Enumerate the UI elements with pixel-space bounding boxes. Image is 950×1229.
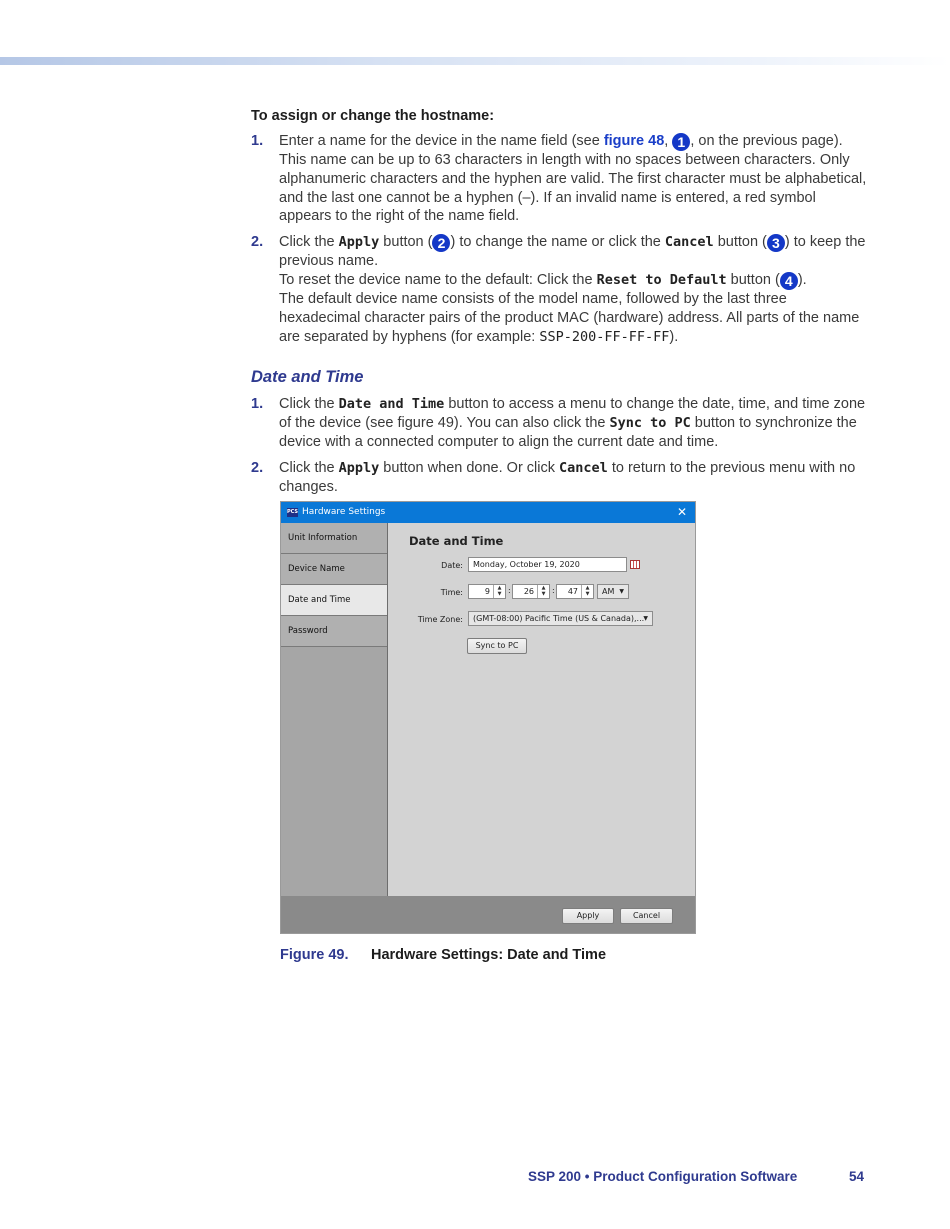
hour-value: 9 bbox=[484, 587, 490, 596]
step-number: 2. bbox=[251, 234, 264, 251]
settings-sidebar bbox=[281, 523, 388, 896]
spinner-arrows-icon[interactable]: ▲ ▼ bbox=[493, 585, 505, 598]
time-separator: : bbox=[552, 586, 555, 595]
datetime-step-2: 2. Click the Apply button when done. Or click Cancel to return to the previous menu with no changes. bbox=[251, 459, 856, 495]
timezone-select[interactable] bbox=[468, 611, 653, 626]
step-number: 1. bbox=[251, 396, 264, 413]
callout-2: 2 bbox=[432, 234, 450, 252]
calendar-icon[interactable] bbox=[630, 560, 640, 569]
cancel-code: Cancel bbox=[559, 459, 608, 476]
window-title: Hardware Settings bbox=[302, 507, 386, 517]
time-label: Time: bbox=[440, 588, 463, 597]
figure-caption bbox=[280, 947, 607, 963]
sidebar-item-device-name[interactable]: Device Name bbox=[281, 554, 387, 585]
date-field[interactable]: Monday, October 19, 2020 bbox=[468, 557, 627, 572]
sidebar-item-date-and-time[interactable]: Date and Time bbox=[281, 585, 387, 616]
date-time-pane bbox=[388, 523, 695, 896]
procedure-heading: To assign or change the hostname: bbox=[251, 108, 495, 124]
sync-to-pc-code: Sync to PC bbox=[609, 415, 691, 432]
chevron-down-icon: ▼ bbox=[619, 588, 624, 595]
callout-3: 3 bbox=[767, 234, 785, 252]
sidebar-item-password[interactable]: Password bbox=[281, 616, 387, 647]
time-separator: : bbox=[508, 586, 511, 595]
second-value: 47 bbox=[567, 587, 578, 596]
step-number: 2. bbox=[251, 459, 264, 476]
second-spinner[interactable] bbox=[556, 584, 594, 599]
timezone-label: Time Zone: bbox=[417, 615, 463, 624]
hostname-step-2: 2. Click the Apply button ( 2 ) to change the name or click the Cancel button ( 3 ) to keep the previous name. To reset the device name to the default: Click the Reset to Default button ( 4 ). The default device name consists of the model name, followed by the last three hexadecimal character pairs of the product MAC (hardware) address. All parts of the name are separated by hyphens (for example: SSP-200-FF-FF-FF). bbox=[251, 234, 866, 345]
chevron-down-icon: ▼ bbox=[643, 615, 648, 622]
minute-spinner[interactable] bbox=[512, 584, 550, 599]
reset-to-default-code: Reset to Default bbox=[596, 271, 727, 288]
minute-value: 26 bbox=[523, 587, 534, 596]
date-label: Date: bbox=[441, 561, 463, 570]
callout-1: 1 bbox=[672, 133, 690, 151]
window-titlebar bbox=[281, 502, 695, 523]
hardware-settings-window bbox=[280, 501, 696, 934]
datetime-step-1: 1. Click the Date and Time button to access a menu to change the date, time, and time zone of the device (see figure 49). You can also click the Sync to PC button to synchronize the device with a connected computer to align the current date and time. bbox=[251, 396, 866, 450]
pane-title: Date and Time bbox=[409, 534, 504, 548]
ampm-select[interactable] bbox=[597, 584, 629, 599]
apply-code: Apply bbox=[338, 459, 380, 476]
window-footer-bar bbox=[281, 896, 695, 933]
figure-title: Hardware Settings: Date and Time bbox=[371, 947, 607, 963]
app-icon: PCS bbox=[287, 509, 299, 515]
spinner-arrows-icon[interactable]: ▲ ▼ bbox=[581, 585, 593, 598]
step-number: 1. bbox=[251, 133, 264, 149]
header-gradient-bar bbox=[0, 57, 950, 65]
hostname-steps bbox=[251, 132, 871, 346]
figure-48-link[interactable]: figure 48 bbox=[603, 133, 665, 149]
apply-code: Apply bbox=[338, 234, 380, 251]
hostname-step-1: 1. Enter a name for the device in the name field (see figure 48, 1 , on the previous page). This name can be up to 63 characters in length with no spaces between characters. Only alphanumeric characters and the hyphen are valid. The first character must be alphabetical, and the last one cannot be a hyphen (–). If an invalid name is entered, a red symbol appears to the right of the name field. bbox=[251, 133, 867, 225]
cancel-code: Cancel bbox=[664, 234, 714, 251]
close-icon[interactable]: ✕ bbox=[676, 505, 687, 519]
cancel-button[interactable]: Cancel bbox=[620, 908, 673, 924]
sync-to-pc-button[interactable]: Sync to PC bbox=[467, 638, 527, 654]
example-name-code: SSP-200-FF-FF-FF bbox=[539, 328, 670, 345]
sidebar-item-unit-information[interactable]: Unit Information bbox=[281, 523, 387, 554]
section-heading-date-time: Date and Time bbox=[251, 368, 364, 387]
footer-product: SSP 200 • Product Configuration Software bbox=[528, 1169, 798, 1184]
ampm-value: AM bbox=[602, 587, 615, 596]
date-and-time-code: Date and Time bbox=[338, 396, 445, 413]
spinner-arrows-icon[interactable]: ▲ ▼ bbox=[537, 585, 549, 598]
callout-4: 4 bbox=[780, 272, 798, 290]
page-number: 54 bbox=[849, 1169, 865, 1184]
hour-spinner[interactable] bbox=[468, 584, 506, 599]
datetime-steps bbox=[251, 395, 871, 496]
page-content bbox=[251, 108, 871, 503]
figure-number: Figure 49. bbox=[280, 947, 349, 963]
apply-button[interactable]: Apply bbox=[562, 908, 614, 924]
timezone-value: (GMT-08:00) Pacific Time (US & Canada),... bbox=[473, 614, 645, 623]
